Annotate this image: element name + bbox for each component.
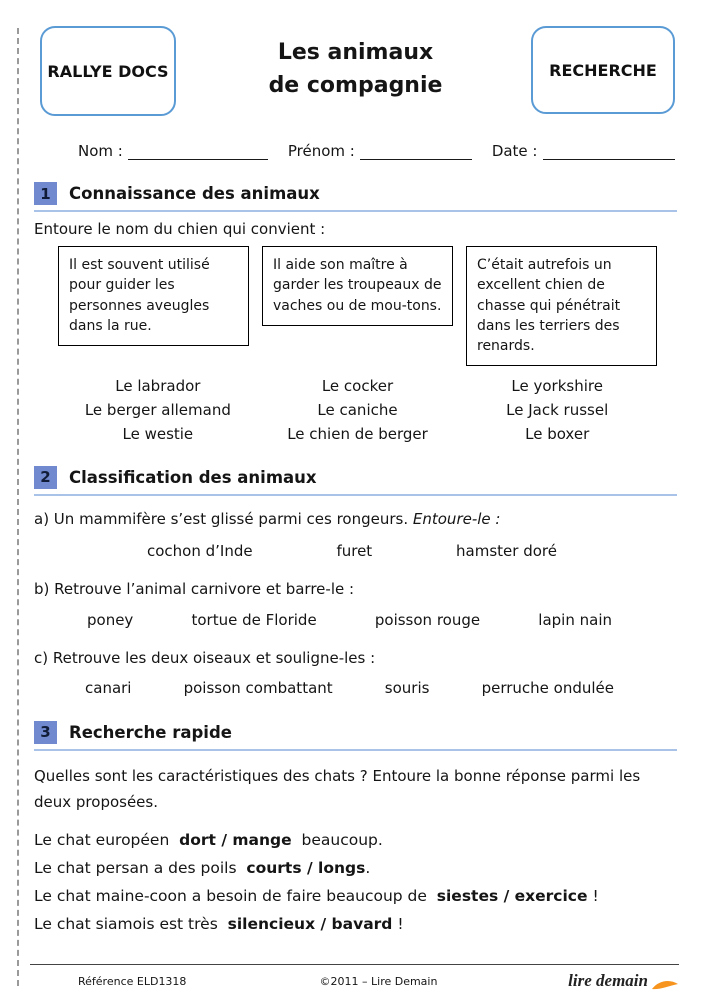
page-title-line-2: de compagnie [268, 73, 443, 98]
section-3-number: 3 [34, 721, 57, 744]
cat-statement-2 [34, 859, 677, 879]
footer-reference: Référence ELD1318 [78, 974, 187, 988]
bird-option[interactable]: canari [85, 678, 132, 697]
animal-option[interactable]: poney [87, 610, 134, 629]
page-title-line-1: Les animaux [277, 40, 434, 65]
cut-line [17, 28, 19, 986]
header [34, 26, 677, 118]
recherche-badge: RECHERCHE [531, 26, 675, 114]
dog-name-options [58, 376, 657, 447]
cat-statement-3 [34, 887, 677, 907]
question-a-text: a) Un mammifère s’est glissé parmi ces rongeurs. [34, 509, 413, 528]
rodent-option[interactable]: cochon d’Inde [147, 541, 253, 560]
footer-row [30, 970, 679, 992]
cat-statement-4 [34, 915, 677, 935]
dog-options-column-3 [457, 376, 657, 447]
animal-option[interactable]: tortue de Floride [191, 610, 317, 629]
bird-option[interactable]: poisson combattant [183, 678, 333, 697]
cat-statement-text: beaucoup. [291, 831, 383, 850]
prenom-write-line[interactable] [360, 143, 472, 160]
date-write-line[interactable] [543, 143, 675, 160]
dog-option[interactable]: Le yorkshire [511, 377, 603, 396]
prenom-field [288, 142, 472, 160]
question-a-options [34, 542, 677, 560]
dog-option[interactable]: Le cocker [321, 377, 394, 396]
question-c: c) Retrouve les deux oiseaux et souligne-les : [34, 648, 376, 667]
dog-options-column-2 [258, 376, 458, 447]
cat-choice-pair[interactable]: siestes / exercice [436, 886, 588, 905]
cat-statement-text: Le chat persan a des poils [34, 859, 247, 878]
dog-option[interactable]: Le caniche [317, 401, 398, 420]
cat-statement-text: ! [392, 914, 404, 933]
animal-option[interactable]: poisson rouge [374, 610, 481, 629]
lire-demain-logo-text: lire demain [568, 971, 648, 990]
footer-logo [479, 970, 679, 992]
section-1-title: Connaissance des animaux [69, 184, 320, 203]
prenom-label: Prénom : [287, 142, 355, 160]
dog-description-box-3: C’était autrefois un excellent chien de chasse qui pénétrait dans les terriers des renards. [466, 246, 657, 366]
dog-option[interactable]: Le chien de berger [287, 424, 428, 443]
rodent-option[interactable]: hamster doré [456, 541, 557, 560]
identity-row [34, 142, 677, 160]
section-3-header [34, 721, 677, 751]
dog-option[interactable]: Le boxer [525, 424, 590, 443]
section-2-number: 2 [34, 466, 57, 489]
bird-option[interactable]: perruche ondulée [481, 678, 614, 697]
rallye-docs-badge: RALLYE DOCS [40, 26, 176, 116]
rodent-option[interactable]: furet [336, 541, 373, 560]
section-3-title: Recherche rapide [69, 722, 232, 742]
dog-option[interactable]: Le berger allemand [84, 401, 231, 420]
cat-statement-text: Le chat européen [34, 831, 180, 850]
cat-statement-text: Le chat siamois est très [34, 914, 228, 933]
question-a [34, 510, 677, 528]
dog-option[interactable]: Le Jack russel [506, 401, 609, 420]
logo-swoosh-icon [651, 978, 679, 992]
cat-choice-pair[interactable]: dort / mange [179, 831, 292, 850]
section-1-instruction: Entoure le nom du chien qui convient : [34, 220, 326, 238]
nom-write-line[interactable] [128, 143, 268, 160]
dog-option[interactable]: Le westie [122, 424, 194, 443]
section-2-title: Classification des animaux [69, 467, 317, 487]
dog-options-column-1 [58, 376, 258, 447]
question-c-options [34, 679, 677, 697]
footer [30, 964, 679, 992]
cat-statement-1 [34, 831, 677, 851]
nom-field [78, 142, 268, 160]
dog-description-boxes [58, 246, 657, 366]
date-field [492, 142, 675, 160]
section-2-header [34, 466, 677, 496]
cat-statement-text: ! [587, 886, 599, 905]
question-b-options [34, 611, 677, 629]
footer-copyright: ©2011 – Lire Demain [319, 974, 438, 988]
dog-description-box-2: Il aide son maître à garder les troupeaux de vaches ou de mou-tons. [262, 246, 453, 326]
cat-choice-pair[interactable]: silencieux / bavard [227, 914, 393, 933]
question-b: b) Retrouve l’animal carnivore et barre-le : [34, 579, 355, 598]
cat-choice-pair[interactable]: courts / longs [246, 859, 366, 878]
section-1-number: 1 [34, 182, 57, 205]
cat-statement-text: Le chat maine-coon a besoin de faire beaucoup de [34, 886, 437, 905]
section-3-intro: Quelles sont les caractéristiques des chats ? Entoure la bonne réponse parmi les deux proposées. [34, 766, 641, 811]
dog-description-box-1: Il est souvent utilisé pour guider les personnes aveugles dans la rue. [58, 246, 249, 346]
nom-label: Nom : [78, 142, 123, 160]
dog-option[interactable]: Le labrador [115, 377, 201, 396]
date-label: Date : [491, 142, 538, 160]
bird-option[interactable]: souris [384, 678, 430, 697]
cat-statement-text: . [365, 859, 371, 878]
question-a-instruction: Entoure-le : [412, 509, 501, 528]
animal-option[interactable]: lapin nain [538, 610, 612, 629]
section-1-header [34, 182, 677, 212]
